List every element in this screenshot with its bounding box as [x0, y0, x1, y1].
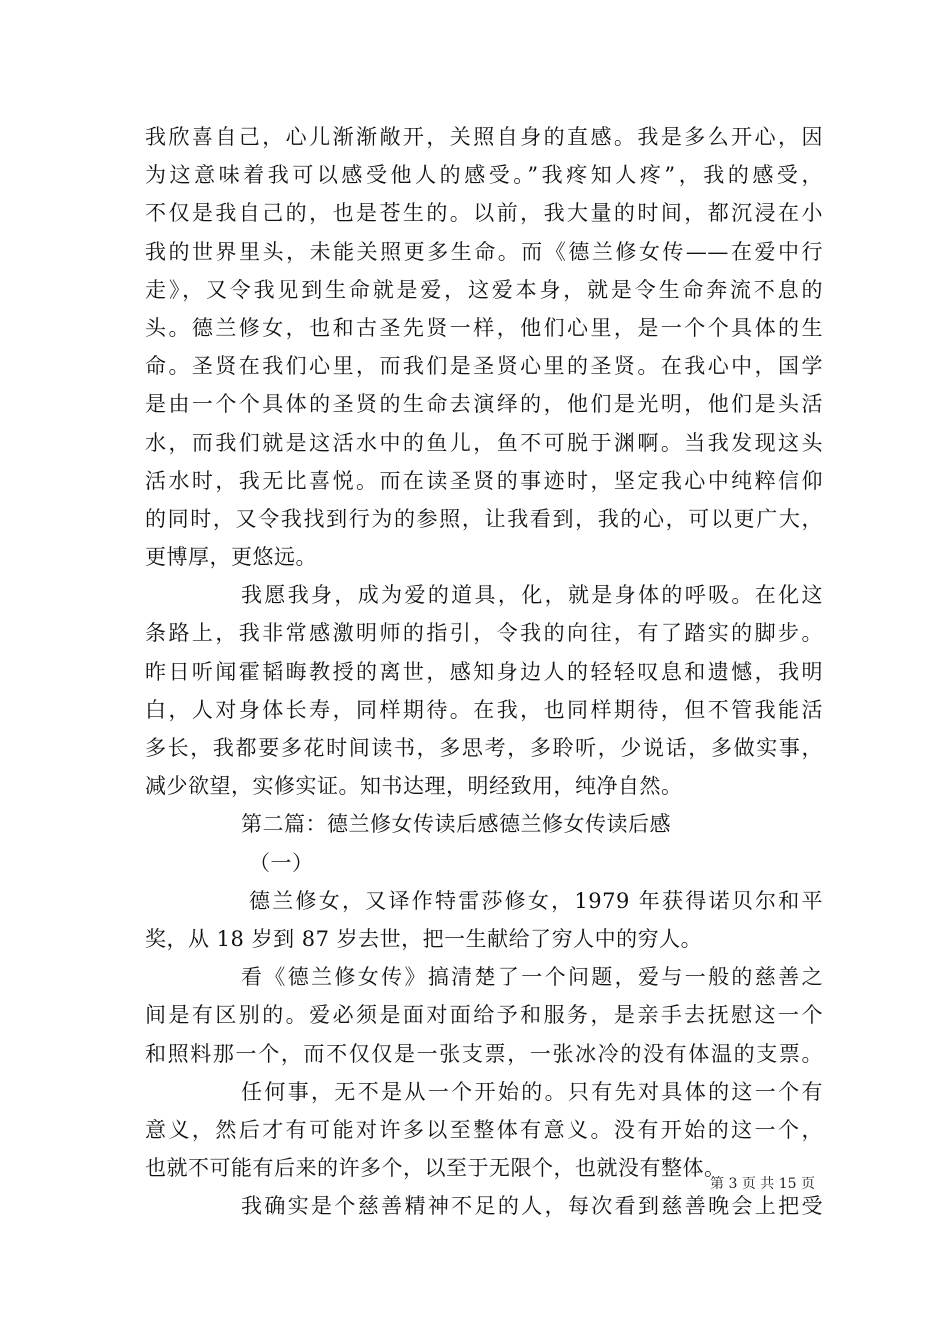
- text-line: 看《德兰修女传》搞清楚了一个问题，爱与一般的慈善之: [241, 965, 823, 990]
- text-line: 间是有区别的。爱必须是面对面给予和服务，是亲手去抚慰这一个: [145, 1003, 823, 1028]
- body-text: [145, 118, 823, 1225]
- page-number: 第 3 页 共 15 页: [710, 1176, 815, 1192]
- text-line: 命。圣贤在我们心里，而我们是圣贤心里的圣贤。在我心中，国学: [145, 354, 823, 379]
- text-line: 为这意味着我可以感受他人的感受。”我疼知人疼”，我的感受，: [145, 163, 823, 188]
- text-line: 昨日听闻霍韬晦教授的离世，感知身边人的轻轻叹息和遗憾，我明: [145, 659, 823, 684]
- text-line: 头。德兰修女，也和古圣先贤一样，他们心里，是一个个具体的生: [145, 315, 823, 340]
- text-line: 是由一个个具体的圣贤的生命去演绎的，他们是光明，他们是头活: [145, 392, 823, 417]
- text-line: 不仅是我自己的，也是苍生的。以前，我大量的时间，都沉浸在小: [145, 201, 823, 226]
- text-line: 任何事，无不是从一个开始的。只有先对具体的这一个有: [241, 1079, 823, 1104]
- text-line: 奖，从 18 岁到 87 岁去世，把一生献给了穷人中的穷人。: [145, 926, 703, 951]
- text-line: 水，而我们就是这活水中的鱼儿，鱼不可脱于渊啊。当我发现这头: [145, 430, 823, 455]
- text-line: 更博厚，更悠远。: [145, 545, 317, 570]
- text-line: 意义，然后才有可能对许多以至整体有意义。没有开始的这一个，: [145, 1117, 823, 1142]
- text-line: 活水时，我无比喜悦。而在读圣贤的事迹时，坚定我心中纯粹信仰: [145, 468, 823, 493]
- text-line: 白，人对身体长寿，同样期待。在我，也同样期待，但不管我能活: [145, 697, 823, 722]
- text-line: 的同时，又令我找到行为的参照，让我看到，我的心，可以更广大，: [145, 506, 823, 531]
- text-line: 我欣喜自己，心儿渐渐敞开，关照自身的直感。我是多么开心，因: [145, 125, 823, 149]
- section-heading: 第二篇：德兰修女传读后感德兰修女传读后感: [241, 812, 671, 837]
- text-line: 和照料那一个，而不仅仅是一张支票，一张冰冷的没有体温的支票。: [145, 1041, 823, 1066]
- text-line: 也就不可能有后来的许多个，以至于无限个，也就没有整体。: [145, 1156, 726, 1181]
- text-line: 我愿我身，成为爱的道具，化，就是身体的呼吸。在化这: [241, 583, 823, 608]
- text-line: 我确实是个慈善精神不足的人，每次看到慈善晚会上把受: [241, 1194, 823, 1219]
- section-subheading: （一）: [249, 850, 314, 875]
- text-line: 条路上，我非常感激明师的指引，令我的向往，有了踏实的脚步。: [145, 621, 823, 646]
- text-line: 多长，我都要多花时间读书，多思考，多聆听，少说话，多做实事，: [145, 736, 823, 760]
- text-line: 德兰修女，又译作特雷莎修女，1979 年获得诺贝尔和平: [249, 888, 823, 913]
- text-line: 走》，又令我见到生命就是爱，这爱本身，就是令生命奔流不息的: [145, 277, 823, 302]
- text-line: 减少欲望，实修实证。知书达理，明经致用，纯净自然。: [145, 774, 683, 799]
- text-line: 我的世界里头，未能关照更多生命。而《德兰修女传——在爱中行: [145, 239, 823, 264]
